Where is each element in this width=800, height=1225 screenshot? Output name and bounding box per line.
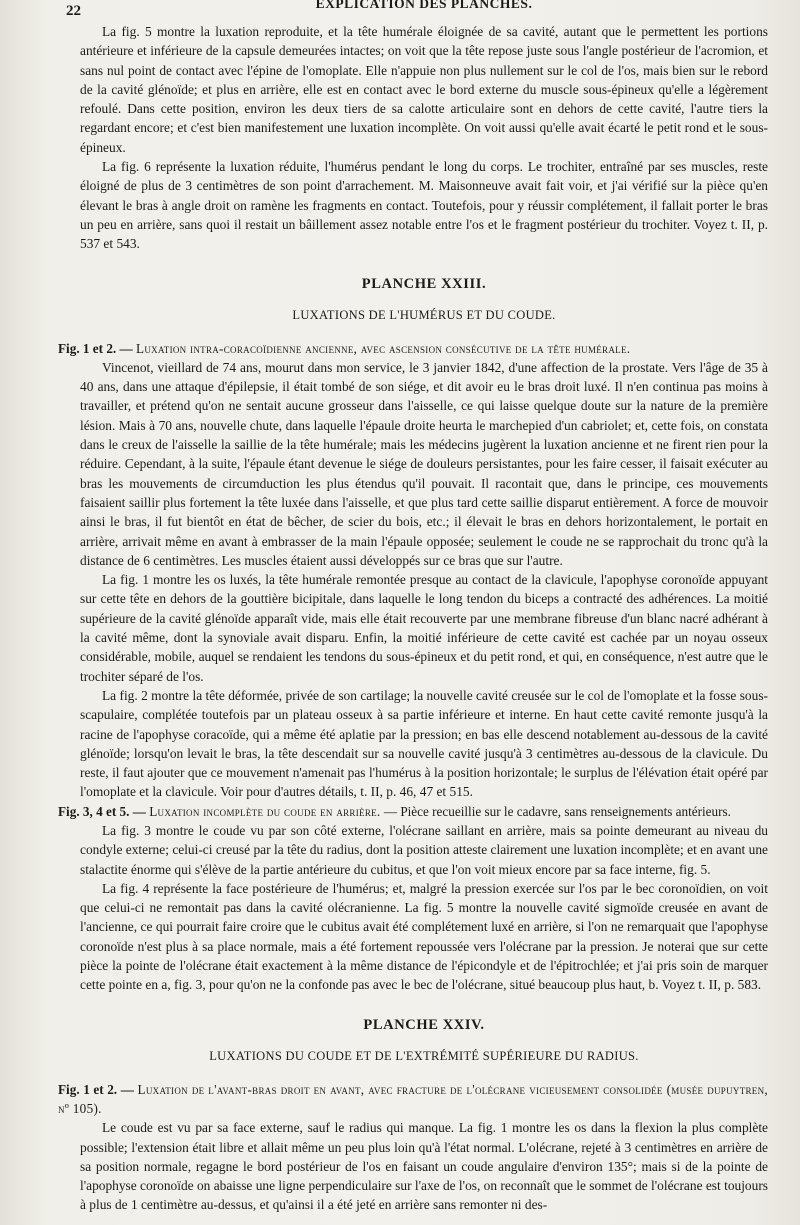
plate-24-title: PLANCHE XXIV. [363, 1016, 485, 1033]
plate-23-fig-3-5-heading [58, 802, 768, 821]
intro-paragraph-fig6: La fig. 6 représente la luxation réduite, l'humérus pendant le long du corps. Le trochiter, entraîné par ses muscles, reste éloigné de plus de 3 centimètres de son point d'arrachement. M. Maisonneuve avait fait voir, et j'ai vérifié sur la pièce qu'en élevant le bras à angle droit on ramène les fragments en contact. Toutefois, pour y réussir complétement, il fallait porter le bras un peu en arrière, sans quoi il restait un bâillement assez notable entre l'os et le fragment postérieur du trochiter. Voyez t. II, p. 537 et 543. [80, 159, 768, 252]
plate-24-fig-1-description: Le coude est vu par sa face externe, sauf le radius qui manque. La fig. 1 montre les os dans la flexion la plus complète possible; l'extension était libre et allait même un peu plus loin qu'à l'état normal. L'olécrane, rejeté à 3 centimètres en arrière de sa position normale, regagne le bord postérieur de l'os en faisant un coude angulaire d'environ 135°; mais si de la pointe de l'apophyse coronoïde on abaisse une ligne perpendiculaire sur l'axe de l'os, on reconnaît que le sommet de l'olécrane est toujours à plus de 1 centimètre au-dessus, et qu'ainsi il a été jeté en arrière sans remonter ni des- [80, 1120, 768, 1213]
fig-caption: Luxation intra-coracoïdienne ancienne, avec ascension consécutive de la tête humérale. [136, 340, 631, 356]
plate-23-subtitle: LUXATIONS DE L'HUMÉRUS ET DU COUDE. [292, 307, 556, 322]
fig-4-5-description: La fig. 4 représente la face postérieure de l'humérus; et, malgré la pression exercée sur l'os par le bec coronoïdien, on voit que celui-ci ne remontait pas dans la cavité olécranienne. La fig. 5 montre la nouvelle cavité sigmoïde creusée en avant de l'ancienne, ce qui pourrait faire croire que le cubitus avait été complétement luxé en arrière, si l'on ne remarquait que l'apophyse coronoïde n'est plus à sa place normale, mais a été fortement repoussée vers l'olécrane par la pression. Je noterai que sur cette pièce la pointe de l'olécrane était exactement à la même distance de l'épicondyle et de l'épitrochlée; et j'ai pris soin de marquer cette pointe en a, fig. 3, pour qu'on ne la confonde pas avec le bec de l'olécrane, situé beaucoup plus haut, b. Voyez t. II, p. 583. [80, 880, 768, 993]
plate-23-fig-1-2-heading [58, 339, 768, 358]
fig-caption-note: — Pièce recueillie sur le cadavre, sans renseignements antérieurs. [380, 803, 731, 819]
fig-caption: Luxation de l'avant-bras droit en avant, avec fracture de l'olécrane vicieusement consolidée (musée dupuytren, nº 105). [58, 1081, 768, 1116]
page-number: 22 [66, 3, 81, 19]
plate-24-fig-1-2-heading [58, 1080, 768, 1119]
fig-caption: Luxation incomplète du coude en arrière. [149, 803, 381, 819]
fig-1-description: La fig. 1 montre les os luxés, la tête humérale remontée presque au contact de la clavicule, l'apophyse coronoïde appuyant sur cette tête en dehors de la gouttière bicipitale, dans laquelle le long tendon du biceps a contracté des adhérences. La moitié supérieure de la cavité glénoïde apparaît vide, mais elle était recouverte par une membrane fibreuse d'un blanc nacré adhérant à la cavité même, dont la synoviale avait disparu. Enfin, la moitié inférieure de cette cavité est cachée par un noyau osseux considérable, mobile, auquel se rendaient les tendons du sous-épineux et du petit rond, et qui, en conséquence, n'est autre que le trochiter séparé de l'os. [80, 572, 768, 684]
case-history-paragraph: Vincenot, vieillard de 74 ans, mourut dans mon service, le 3 janvier 1842, d'une affection de la prostate. Vers l'âge de 35 à 40 ans, dans une attaque d'épilepsie, il était tombé de son siége, et dit avoir eu le bras droit luxé. Il n'en continua pas moins à travailler, et prétend qu'on ne sentait aucune grosseur dans l'aisselle, ce qui laisse quelque doute sur la nature de la première lésion. Mais à 70 ans, nouvelle chute, dans laquelle l'épaule droite heurta le marchepied d'un cabriolet; et, cette fois, on constata dans le creux de l'aisselle la saillie de la tête humérale; mais les médecins jugèrent la luxation ancienne et ne firent rien pour la réduire. Cependant, à la suite, l'épaule étant devenue le siége de douleurs persistantes, pour les faire cesser, il faisait exécuter au bras les mouvements de circumduction les plus étendus qu'il pouvait. Il racontait que, dans le principe, ces mouvements faisaient saillir plus fortement la tête luxée dans l'aisselle, et que plus tard cette saillie disparut entièrement. A force de mouvoir ainsi le bras, il fut bientôt en état de bêcher, de scier du bois, etc.; il élevait le bras en dehors horizontalement, le portait en arrière, arrivait même en avant à embrasser de la main l'épaule opposée; seulement le coude ne se rapprochait du tronc qu'à la distance de 6 centimètres. Les muscles étaient aussi développés sur ce bras que sur l'autre. [80, 359, 768, 568]
page-header [66, 0, 768, 22]
plate-23-title: PLANCHE XXIII. [361, 275, 487, 292]
running-title: EXPLICATION DES PLANCHES. [315, 0, 533, 11]
fig-3-description: La fig. 3 montre le coude vu par son côté externe, l'olécrane saillant en arrière, mais sa pointe demeurant au niveau du condyle externe; celui-ci creusé par la tête du radius, dont la position atteste clairement une luxation incomplète; et en avant une stalactite énorme qui s'élève de la partie antérieure du cubitus, et que l'on voit mieux encore par sa face interne, fig. 5. [80, 822, 768, 877]
fig-label: Fig. 1 et 2. — [58, 340, 133, 356]
fig-2-description: La fig. 2 montre la tête déformée, privée de son cartilage; la nouvelle cavité creusée sur le col de l'omoplate et la fosse sous-scapulaire, complétée toutefois par un plateau osseux à sa partie inférieure et interne. En haut cette cavité remonte jusqu'à la racine de l'apophyse coracoïde, qui a même été aplatie par la pression; en bas elle descend notablement au-dessous de la cavité glénoïde; lorsqu'on levait le bras, la tête descendait sur sa nouvelle cavité jusqu'à 3 centimètres au-dessous de la clavicule. Du reste, il faut ajouter que ce mouvement n'amenait pas l'humérus à la position horizontale; le surplus de l'élévation était opéré par l'omoplate et la clavicule. Voir pour d'autres détails, t. II, p. 46, 47 et 515. [80, 687, 768, 800]
plate-24-subtitle: LUXATIONS DU COUDE ET DE L'EXTRÉMITÉ SUPÉRIEURE DU RADIUS. [209, 1048, 639, 1063]
fig-label: Fig. 3, 4 et 5. — [58, 803, 146, 819]
fig-label: Fig. 1 et 2. — [58, 1081, 134, 1097]
intro-paragraph-fig5: La fig. 5 montre la luxation reproduite, et la tête humérale éloignée de sa cavité, autant que le permettent les portions antérieure et inférieure de la capsule demeurées intactes; on voit que la tête repose juste sous l'angle postérieur de l'acromion, et sans nul point de contact avec l'épine de l'omoplate. Elle n'appuie non plus nullement sur le col de l'os, mais bien sur le rebord de la cavité glénoïde; et plus en arrière, elle est en contact avec le bord externe du muscle sous-épineux qu'elle a légèrement refoulé. Dans cette position, environ les deux tiers de sa calotte articulaire sont en dehors de cette cavité, l'autre tiers la regardant encore; et c'est bien manifestement une luxation incomplète. On voit aussi qu'elle avait écarté le petit rond et le sous-épineux. [80, 24, 768, 155]
